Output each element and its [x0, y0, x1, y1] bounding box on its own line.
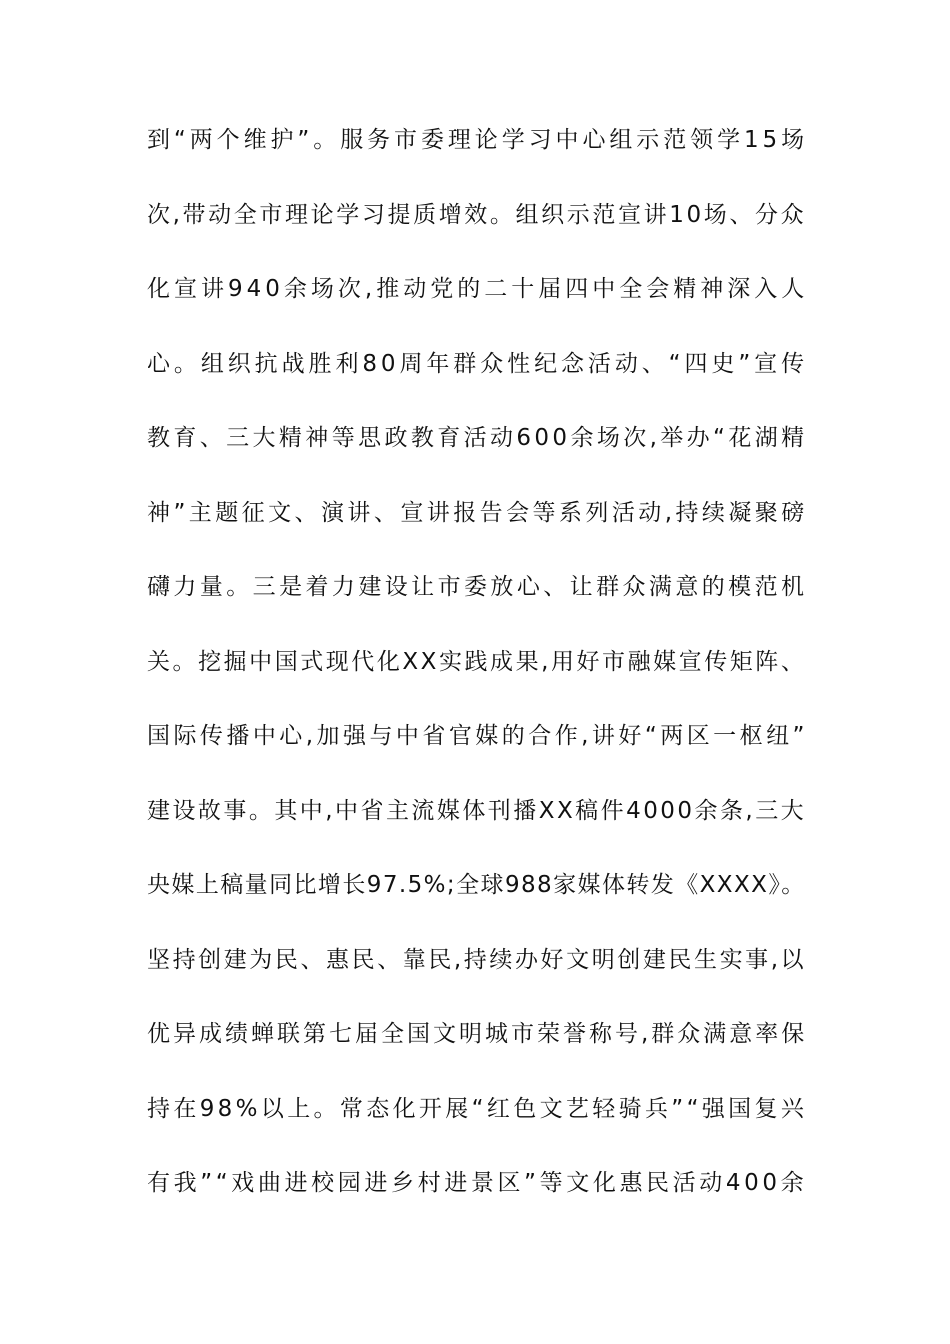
text-line: 教育、三大精神等思政教育活动600余场次,举办“花湖精 — [147, 425, 808, 451]
text-line: 央媒上稿量同比增长97.5%;全球988家媒体转发《XXXX》。 — [147, 872, 806, 898]
text-line: 持在98%以上。常态化开展“红色文艺轻骑兵”“强国复兴 — [147, 1095, 808, 1122]
text-line: 坚持创建为民、惠民、靠民,持续办好文明创建民生实事,以 — [147, 946, 807, 973]
text-line: 次,带动全市理论学习提质增效。组织示范宣讲10场、分众 — [147, 201, 807, 228]
text-line: 神”主题征文、演讲、宣讲报告会等系列活动,持续凝聚磅 — [147, 499, 808, 526]
document-body — [147, 121, 809, 1239]
text-line: 关。挖掘中国式现代化XX实践成果,用好市融媒宣传矩阵、 — [147, 648, 807, 675]
text-line: 建设故事。其中,中省主流媒体刊播XX稿件4000余条,三大 — [147, 797, 807, 824]
text-line: 到“两个维护”。服务市委理论学习中心组示范领学15场 — [147, 127, 809, 153]
text-line: 化宣讲940余场次,推动党的二十届四中全会精神深入人 — [147, 276, 809, 302]
text-line: 优异成绩蝉联第七届全国文明城市荣誉称号,群众满意率保 — [147, 1021, 808, 1047]
text-line: 有我”“戏曲进校园进乡村进景区”等文化惠民活动400余 — [147, 1170, 808, 1196]
text-line: 心。组织抗战胜利80周年群众性纪念活动、“四史”宣传 — [147, 350, 809, 377]
text-line: 国际传播中心,加强与中省官媒的合作,讲好“两区一枢纽” — [147, 723, 808, 749]
text-line: 礴力量。三是着力建设让市委放心、让群众满意的模范机 — [147, 574, 808, 600]
